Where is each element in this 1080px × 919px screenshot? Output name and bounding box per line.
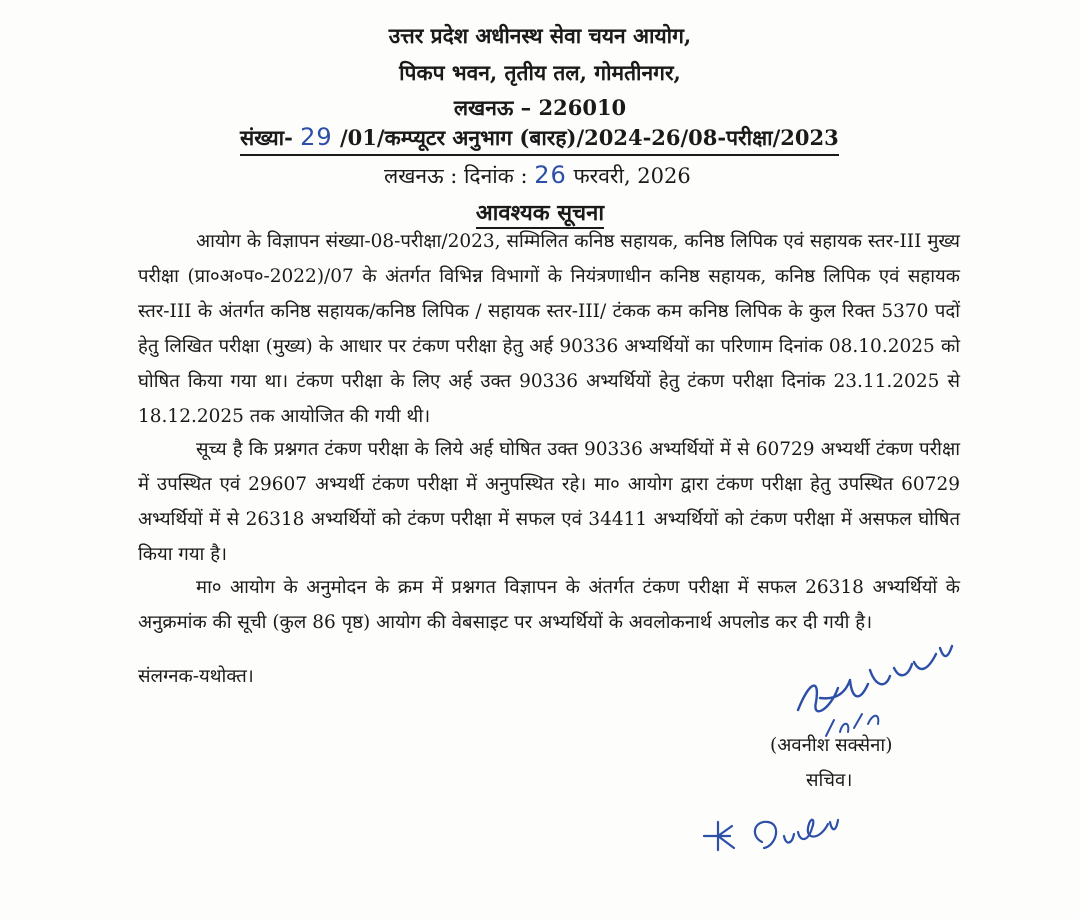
handwritten-reference-number: 29 [300, 123, 333, 151]
signatory-designation: सचिव। [806, 770, 853, 791]
reference-prefix: संख्या- [240, 125, 293, 150]
paragraph-1: आयोग के विज्ञापन संख्या-08-परीक्षा/2023, सम्मिलित कनिष्ठ सहायक, कनिष्ठ लिपिक एवं सहायक स्तर-III मुख्य परीक्षा (प्रा०अ०प०-2022)/07 के अंतर्गत विभिन्न विभागों के नियंत्रणाधीन कनिष्ठ सहायक, कनिष्ठ लिपिक एवं सहायक स्तर-III के अंतर्गत कनिष्ठ सहायक/कनिष्ठ लिपिक / सहायक स्तर-III/ टंकक कम कनिष्ठ लिपिक के कुल रिक्त 5370 पदों हेतु लिखित परीक्षा (मुख्य) के आधार पर टंकण परीक्षा हेतु अर्ह 90336 अभ्यर्थियों का परिणाम दिनांक 08.10.2025 को घोषित किया गया था। टंकण परीक्षा के लिए अर्ह उक्त 90336 अभ्यर्थियों हेतु टंकण परीक्षा दिनांक 23.11.2025 से 18.12.2025 तक आयोजित की गयी थी। [138, 231, 960, 427]
notice-title-text: आवश्यक सूचना [476, 200, 604, 229]
reference-number [240, 123, 839, 156]
date-suffix: फरवरी, 2026 [573, 164, 691, 188]
date-prefix: लखनऊ : दिनांक : [384, 164, 528, 188]
reference-suffix: /01/कम्प्यूटर अनुभाग (बारह)/2024-26/08-परीक्षा/2023 [340, 125, 839, 150]
handwritten-initials [700, 806, 850, 866]
header-line-1: उत्तर प्रदेश अधीनस्थ सेवा चयन आयोग, [388, 23, 692, 48]
signatory-name: (अवनीश सक्सेना) [770, 735, 893, 756]
header-line-3: लखनऊ – 226010 [453, 95, 627, 120]
header-line-2: पिकप भवन, तृतीय तल, गोमतीनगर, [399, 60, 681, 85]
paragraph-2: सूच्य है कि प्रश्नगत टंकण परीक्षा के लिये अर्ह घोषित उक्त 90336 अभ्यर्थियों में से 60729 अभ्यर्थी टंकण परीक्षा में उपस्थित एवं 29607 अभ्यर्थी टंकण परीक्षा में अनुपस्थित रहे। मा० आयोग द्वारा टंकण परीक्षा हेतु उपस्थित 60729 अभ्यर्थियों में से 26318 अभ्यर्थियों को टंकण परीक्षा में सफल एवं 34411 अभ्यर्थियों को टंकण परीक्षा में असफल घोषित किया गया है। [138, 439, 960, 565]
paragraph-3: मा० आयोग के अनुमोदन के क्रम में प्रश्नगत विज्ञापन के अंतर्गत टंकण परीक्षा में सफल 26318 अभ्यर्थियों के अनुक्रमांक की सूची (कुल 86 पृष्ठ) आयोग की वेबसाइट पर अभ्यर्थियों के अवलोकनार्थ अपलोड कर दी गयी है। [138, 577, 960, 633]
enclosure-note: संलग्नक-यथोक्त। [138, 666, 254, 687]
date-line [384, 161, 691, 190]
handwritten-date-day: 26 [534, 161, 567, 189]
notice-title [0, 197, 1080, 227]
